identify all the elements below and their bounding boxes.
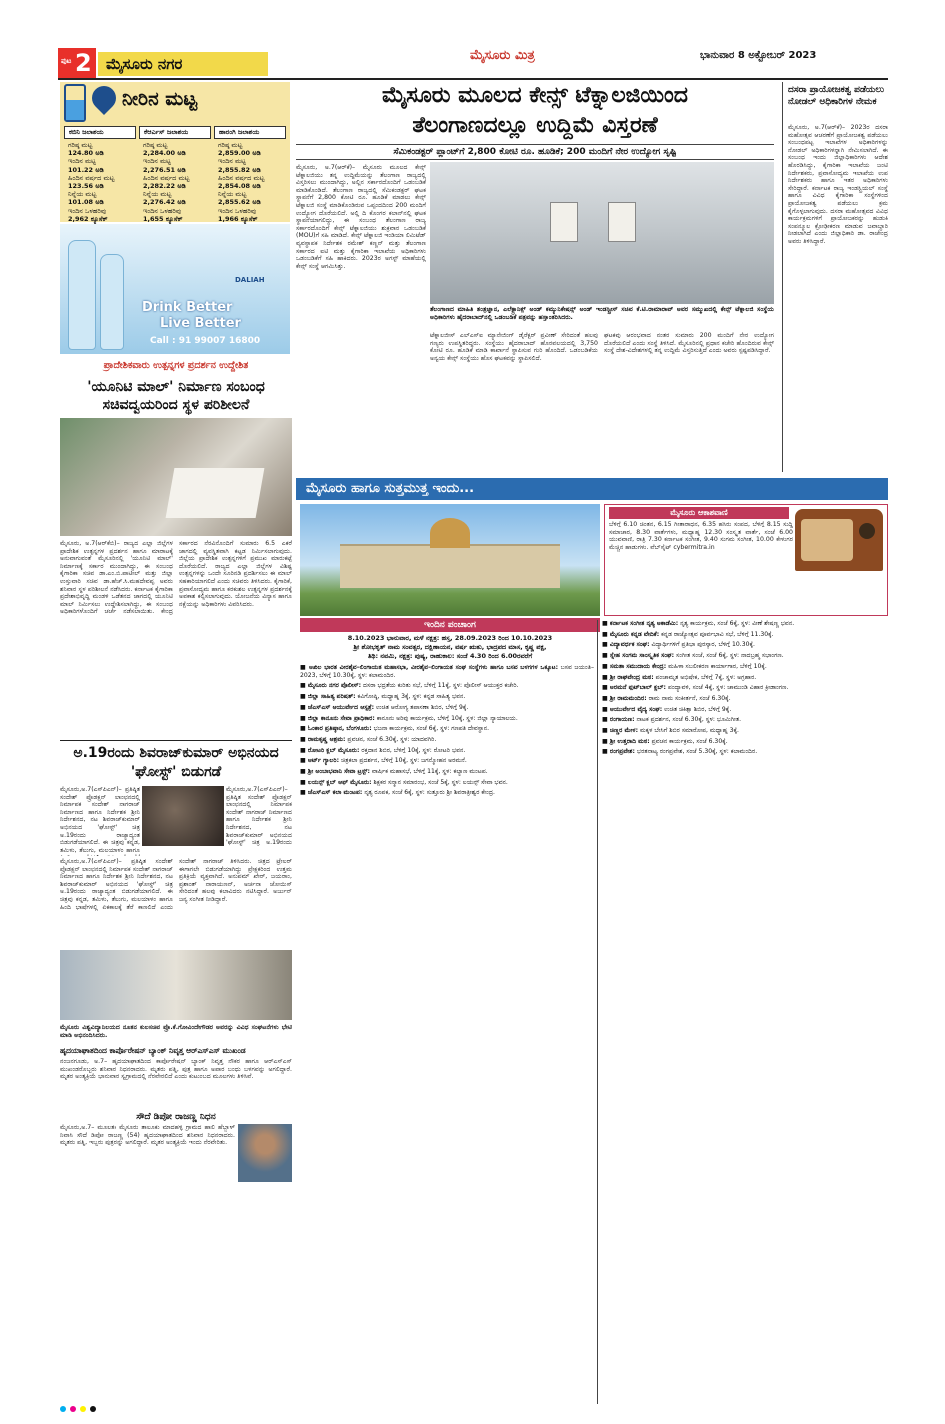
event-item	[602, 727, 888, 735]
story1-kicker: ಪ್ರಾದೇಶಿಕವಾರು ಉತ್ಪನ್ನಗಳ ಪ್ರದರ್ಶನ ಉದ್ದೇಶಿತ	[103, 360, 249, 371]
dam-row-value: 101.22 ಅಡಿ	[68, 165, 104, 174]
dam-row-label: ಗರಿಷ್ಠ ಮಟ್ಟ	[218, 141, 243, 149]
dam-row-label: ನಿನ್ನೆಯ ಮಟ್ಟ	[143, 190, 172, 199]
event-item	[300, 715, 594, 723]
event-details: ಚಿತ್ರಕಲಾ ಪ್ರದರ್ಶನ, ಬೆಳಿಗ್ಗೆ 10ಕ್ಕೆ, ಸ್ಥಳ: ಜಗನ್ಮೋಹನ ಅರಮನೆ.	[340, 757, 467, 765]
radio-body: ಬೆಳಿಗ್ಗೆ 6.10 ಚಿಂತನ, 6.15 ಗೀತಾರಾಧನ, 6.35 ಹಸಿರು ಸಂಪದ, ಬೆಳಿಗ್ಗೆ 8.15 ಸುದ್ದಿ ಸಮಾಚಾರ, 8.30 ವಾರ್ತೆಗಳು, ಮಧ್ಯಾಹ್ನ 12.30 ಸಂಸ್ಕೃತ ವಾರ್ತೆ, ಸಂಜೆ 6.00 ಯುವವಾಣಿ, ರಾತ್ರಿ 7.30 ಕರ್ನಾಟಕ ಸಂಗೀತ, 9.40 ಸುಗಮ ಸಂಗೀತ, 10.00 ಕೇಳುಗರ ಮೆಚ್ಚಿನ ಹಾಡುಗಳು. ವೆಬ್‌ಸೈಟ್ cybermitra.in	[609, 521, 793, 551]
event-details: ರಕ್ತದಾನ ಶಿಬಿರ, ಬೆಳಿಗ್ಗೆ 10ಕ್ಕೆ, ಸ್ಥಳ: ರೋಟರಿ ಭವನ.	[361, 746, 466, 754]
dam-name: ಕೆಆರ್ಎಸ್ ಜಲಾಶಯ	[139, 126, 211, 139]
event-details: ನೃತ್ಯ ಕಾರ್ಯಕ್ರಮ, ಸಂಜೆ 6ಕ್ಕೆ, ಸ್ಥಳ: ವೀಣೆ ಶೇಷಣ್ಣ ಭವನ.	[680, 620, 795, 627]
issue-date: ಭಾನುವಾರ 8 ಅಕ್ಟೋಬರ್ 2023	[700, 50, 817, 61]
story1-body: ಮೈಸೂರು, ಅ.7(ಆರ್‌ಕೆಬಿ)– ರಾಜ್ಯದ ಎಲ್ಲಾ ಜಿಲ್ಲೆಗಳ ಪ್ರಾದೇಶಿಕ ಉತ್ಪನ್ನಗಳ ಪ್ರದರ್ಶನ ಹಾಗೂ ಮಾರಾಟಕ್ಕೆ ಅನುವಾಗುವಂತೆ ಮೈಸೂರಿನಲ್ಲಿ 'ಯೂನಿಟಿ ಮಾಲ್' ನಿರ್ಮಾಣಕ್ಕೆ ಸರ್ಕಾರ ಮುಂದಾಗಿದ್ದು, ಈ ಸಂಬಂಧ ಕೈಗಾರಿಕಾ ಸಚಿವ ಡಾ.ಎಂ.ಬಿ.ಪಾಟೀಲ್ ಮತ್ತು ಜಿಲ್ಲಾ ಉಸ್ತುವಾರಿ ಸಚಿವ ಡಾ.ಹೆಚ್.ಸಿ.ಮಹದೇವಪ್ಪ ಅವರು ಶನಿವಾರ ಸ್ಥಳ ಪರಿಶೀಲನೆ ನಡೆಸಿದರು. ಕರ್ನಾಟಕ ಕೈಗಾರಿಕಾ ಪ್ರದೇಶಾಭಿವೃದ್ಧಿ ಮಂಡಳಿ ಒಡೆತನದ ಜಾಗದಲ್ಲಿ ಯೂನಿಟಿ ಮಾಲ್ ನಿರ್ಮಿಸಲು ಉದ್ದೇಶಿಸಲಾಗಿದ್ದು, ಈ ಸಂಬಂಧ ಅಧಿಕಾರಿಗಳೊಂದಿಗೆ ಚರ್ಚೆ ನಡೆಸಲಾಯಿತು. ಕೇಂದ್ರ ಸರ್ಕಾರದ ನೆರವಿನೊಂದಿಗೆ ಸುಮಾರು 6.5 ಎಕರೆ ಜಾಗದಲ್ಲಿ ವ್ಯವಸ್ಥಿತವಾಗಿ ಕಟ್ಟಡ ನಿರ್ಮಿಸಲಾಗುವುದು. ಜಿಲ್ಲೆಯ ಪ್ರಾದೇಶಿಕ ಉತ್ಪನ್ನಗಳಿಗೆ ಪ್ರಮುಖ ಮಾರುಕಟ್ಟೆ ದೊರೆಯಲಿದೆ. ರಾಜ್ಯದ ಎಲ್ಲಾ ಜಿಲ್ಲೆಗಳ ವಿಶಿಷ್ಟ ಉತ್ಪನ್ನಗಳನ್ನು ಒಂದೇ ಸೂರಿನಡಿ ಪ್ರದರ್ಶಿಸಲು ಈ ಮಾಲ್ ಸಹಕಾರಿಯಾಗಲಿದೆ ಎಂದು ಸಚಿವರು ತಿಳಿಸಿದರು. ಕೈಗಾರಿಕೆ, ಪ್ರವಾಸೋದ್ಯಮ ಹಾಗೂ ಕರಕುಶಲ ಉತ್ಪನ್ನಗಳ ಪ್ರದರ್ಶನಕ್ಕೆ ಅವಕಾಶ ಕಲ್ಪಿಸಲಾಗುವುದು. ಯೋಜನೆಯ ವಿನ್ಯಾಸ ಹಾಗೂ ನಕ್ಷೆಯನ್ನು ಅಧಿಕಾರಿಗಳು ವಿವರಿಸಿದರು.	[60, 540, 292, 616]
event-details: ಪಂದ್ಯಾವಳಿ, ಸಂಜೆ 4ಕ್ಕೆ, ಸ್ಥಳ: ಚಾಮುಂಡಿ ವಿಹಾರ ಕ್ರೀಡಾಂಗಣ.	[667, 684, 789, 692]
event-details: ಪಂಚಾಮೃತ ಅಭಿಷೇಕ, ಬೆಳಿಗ್ಗೆ 7ಕ್ಕೆ, ಸ್ಥಳ: ಅಗ್ರಹಾರ.	[655, 673, 757, 681]
lead-subhead: ಸೆಮಿಕಂಡಕ್ಟರ್ ಪ್ಲಾಂಟ್‌ಗೆ 2,800 ಕೋಟಿ ರೂ. ಹೂಡಿಕೆ; 200 ಮಂದಿಗೆ ನೇರ ಉದ್ಯೋಗ ಸೃಷ್ಟಿ	[296, 144, 774, 160]
dam-row-label: ಹಿಂದಿನ ವರ್ಷದ ಮಟ್ಟ	[143, 173, 190, 182]
print-registration-bar	[60, 1404, 890, 1414]
event-organizer: ■ ಜೆಎಸ್ಎಸ್ ಕಲಾ ಮಂಟಪ:	[300, 789, 363, 797]
dam-row-value: 123.56 ಅಡಿ	[68, 182, 104, 191]
radio-box	[604, 504, 888, 616]
movie-still-photo	[142, 786, 224, 846]
side-title: ದಸರಾ ಪ್ರಾಯೋಜಕತ್ವ ಪಡೆಯಲು ನೋಡಲ್ ಅಧಿಕಾರಿಗಳ ನೇಮಕ	[788, 85, 885, 107]
lead-col1: ಮೈಸೂರು, ಅ.7(ಆರ್‌ಕೆ)– ಮೈಸೂರು ಮೂಲದ ಕೇನ್ಸ್ ಟೆಕ್ನಾಲಜಿಯು ತನ್ನ ಉದ್ದಿಮೆಯನ್ನು ತೆಲಂಗಾಣ ರಾಜ್ಯದಲ್ಲಿ ವಿಸ್ತರಿಸಲು ಮುಂದಾಗಿದ್ದು, ಅಲ್ಲಿನ ಸರ್ಕಾರದೊಂದಿಗೆ ಒಡಂಬಡಿಕೆ ಮಾಡಿಕೊಂಡಿದೆ. ತೆಲಂಗಾಣ ರಾಜ್ಯದಲ್ಲಿ ಸೆಮಿಕಂಡಕ್ಟರ್ ಘಟಕ ಸ್ಥಾಪನೆಗೆ 2,800 ಕೋಟಿ ರೂ. ಹೂಡಿಕೆ ಮಾಡಲು ಕೇನ್ಸ್ ಟೆಕ್ನಾಲಜಿ ಸಂಸ್ಥೆ ಮಾಡಿಕೊಂಡಿರುವ ಒಪ್ಪಂದದಿಂದ 200 ಮಂದಿಗೆ ಉದ್ಯೋಗ ದೊರೆಯಲಿದೆ. ಅಲ್ಲಿ ದಿ ಕೊಂಗರ ಕಲಾನ್‌ನಲ್ಲಿ ಘಟಕ ಸ್ಥಾಪನೆಯಾಗಲಿದ್ದು, ಈ ಸಂಬಂಧ ತೆಲಂಗಾಣ ರಾಜ್ಯ ಸರ್ಕಾರದೊಂದಿಗೆ ಕೇನ್ಸ್ ಟೆಕ್ನಾಲಜಿಯು ಶುಕ್ರವಾರ ಒಡಂಬಡಿಕೆ (MOU)ಗೆ ಸಹಿ ಮಾಡಿದೆ. ಕೇನ್ಸ್ ಟೆಕ್ನಾಲಜಿ ಇಂಡಿಯಾ ಲಿಮಿಟೆಡ್ ವ್ಯವಸ್ಥಾಪಕ ನಿರ್ದೇಶಕ ರಮೇಶ್ ಕಣ್ಣನ್ ಮತ್ತು ತೆಲಂಗಾಣ ಸರ್ಕಾರದ ಐಟಿ ಮತ್ತು ಕೈಗಾರಿಕಾ ಇಲಾಖೆಯ ಅಧಿಕಾರಿಗಳು ಒಡಂಬಡಿಕೆಗೆ ಸಹಿ ಹಾಕಿದರು. 2023ರ ಅಗಸ್ಟ್ ಮಾಹೆಯಲ್ಲಿ ಕೇನ್ಸ್ ಸಂಸ್ಥೆ ಆಗಮಿಸಿತ್ತು.	[296, 164, 426, 270]
event-details: ಉಚಿತ ಆರೋಗ್ಯ ತಪಾಸಣಾ ಶಿಬಿರ, ಬೆಳಿಗ್ಗೆ 9ಕ್ಕೆ.	[376, 703, 469, 711]
palace-facade	[340, 544, 560, 588]
story2-body: ಮೈಸೂರು,ಅ.7(ಎಸ್‌ಪಿಎನ್)– ಪ್ರತಿಷ್ಠಿತ ಸಂದೇಶ್ ಪ್ರೊಡಕ್ಷನ್ ಲಾಂಛನದಲ್ಲಿ ನಿರ್ಮಾಪಕ ಸಂದೇಶ್ ನಾಗರಾಜ್ ನಿರ್ಮಾಣದ ಹಾಗೂ ನಿರ್ದೇಶಕ ಶ್ರೀನಿ ನಿರ್ದೇಶನದ, ನಟ ಶಿವರಾಜ್‌ಕುಮಾರ್ ಅಭಿನಯದ 'ಘೋಸ್ಟ್' ಚಿತ್ರ ಅ.19ರಂದು ರಾಜ್ಯಾದ್ಯಂತ ಬಿಡುಗಡೆಯಾಗಲಿದೆ. ಈ ಚಿತ್ರವು ಕನ್ನಡ, ತಮಿಳು, ತೆಲುಗು, ಮಲಯಾಳಂ ಹಾಗೂ ಹಿಂದಿ ಭಾಷೆಗಳಲ್ಲಿ ಏಕಕಾಲಕ್ಕೆ ತೆರೆ ಕಾಣಲಿದೆ ಎಂದು ಸಂದೇಶ್ ನಾಗರಾಜ್ ತಿಳಿಸಿದರು. ಚಿತ್ರದ ಟ್ರೇಲರ್ ಈಗಾಗಲೇ ಬಿಡುಗಡೆಯಾಗಿದ್ದು ಪ್ರೇಕ್ಷಕರಿಂದ ಉತ್ತಮ ಪ್ರತಿಕ್ರಿಯೆ ವ್ಯಕ್ತವಾಗಿದೆ. ಅನುಪಮ್ ಖೇರ್, ಜಯರಾಂ, ಪ್ರಶಾಂತ್ ನಾರಾಯಣನ್, ಅರ್ಚನಾ ಜೋಯಿಸ್ ಸೇರಿದಂತೆ ಹಲವು ಕಲಾವಿದರು ನಟಿಸಿದ್ದಾರೆ. ಅರ್ಜುನ್ ಜನ್ಯ ಸಂಗೀತ ನೀಡಿದ್ದಾರೆ.	[60, 858, 292, 911]
dam-row-value: 2,282.22 ಅಡಿ	[143, 182, 186, 191]
dam-row-value: 2,855.62 ಅಡಿ	[218, 198, 261, 207]
event-item	[300, 736, 594, 744]
story3-kicker: ಹೃದಯಾಘಾತದಿಂದ ಕಾರ್ಪೊರೇಷನ್ ಬ್ಯಾಂಕ್ ನಿವೃತ್ತ ಆರ್‌ಎಸ್‌ಎಸ್ ಮುಖಂಡ	[60, 1046, 246, 1055]
event-organizer: ■ ಜಿಲ್ಲಾ ಸಾಹಿತ್ಯ ಪರಿಷತ್:	[300, 693, 356, 701]
dam-row-value: 2,276.51 ಅಡಿ	[143, 165, 186, 174]
dam-row-label: ಇಂದಿನ ಮಟ್ಟ	[143, 157, 171, 166]
event-details: ಸಂಗೀತ ಸಂಜೆ, ಸಂಜೆ 6ಕ್ಕೆ, ಸ್ಥಳ: ನಾದಬ್ರಹ್ಮ ಸಭಾಂಗಣ.	[675, 652, 784, 660]
event-organizer: ■ ಶ್ರೀ ಅಂಬಾಭವಾನಿ ಸೇವಾ ಟ್ರಸ್ಟ್:	[300, 768, 370, 776]
event-details: ಬಸವ ಜಯಂತಿ–2023, ಬೆಳಿಗ್ಗೆ 10.30ಕ್ಕೆ, ಸ್ಥಳ: ಕಲಾಮಂದಿರ.	[300, 664, 594, 679]
event-details: ಮಕ್ಕಳ ಬೇಸಿಗೆ ಶಿಬಿರ ಸಮಾರೋಪ, ಮಧ್ಯಾಹ್ನ 3ಕ್ಕೆ.	[639, 727, 739, 735]
event-organizer: ■ ಮೈಸೂರು ನಗರ ಪೊಲೀಸ್:	[300, 682, 362, 690]
dam-row-value: 2,854.08 ಅಡಿ	[218, 182, 261, 191]
event-item	[602, 684, 888, 692]
story3-body: ನಂಜನಗೂಡು, ಅ.7– ಹೃದಯಾಘಾತದಿಂದ ಕಾರ್ಪೊರೇಷನ್ ಬ್ಯಾಂಕ್ ನಿವೃತ್ತ ನೌಕರ ಹಾಗೂ ಆರ್‌ಎಸ್‌ಎಸ್ ಮುಖಂಡರೊಬ್ಬರು ಶನಿವಾರ ನಿಧನರಾದರು. ಮೃತರು ಪತ್ನಿ, ಪುತ್ರ ಹಾಗೂ ಅಪಾರ ಬಂಧು ಬಳಗವನ್ನು ಅಗಲಿದ್ದಾರೆ. ಮೃತರ ಅಂತ್ಯಕ್ರಿಯೆ ಭಾನುವಾರ ಸ್ವಗ್ರಾಮದಲ್ಲಿ ನೆರವೇರಲಿದೆ ಎಂದು ಕುಟುಂಬದ ಮೂಲಗಳು ತಿಳಿಸಿವೆ.	[60, 1058, 292, 1081]
events-list-left	[300, 664, 594, 1404]
section-title: ಮೈಸೂರು ನಗರ	[98, 52, 268, 76]
dam-row-label: ಇಂದಿನ ಒಳಹರಿವು	[143, 206, 182, 215]
lead-photo-caption: ತೆಲಂಗಾಣದ ಮಾಹಿತಿ ತಂತ್ರಜ್ಞಾನ, ಎಲೆಕ್ಟ್ರಾನಿಕ್ಸ್ ಅಂಡ್ ಕಮ್ಯುನಿಕೇಷನ್ಸ್ ಅಂಡ್ ಇಂಡಸ್ಟ್ರೀಸ್ ಸಚಿವ ಕೆ.ಟಿ.ರಾಮಾರಾವ್ ಅವರ ಸಮ್ಮುಖದಲ್ಲಿ ಕೇನ್ಸ್ ಟೆಕ್ನಾಲಜಿ ಸಂಸ್ಥೆಯ ಅಧಿಕಾರಿಗಳು ಹೈದರಾಬಾದ್‌ನಲ್ಲಿ ಒಡಂಬಡಿಕೆ ಪತ್ರವನ್ನು ಹಸ್ತಾಂತರಿಸಿದರು.	[430, 306, 774, 321]
bottle-image	[68, 240, 96, 350]
dam-row-label: ಗರಿಷ್ಠ ಮಟ್ಟ	[143, 141, 168, 149]
event-organizer: ■ ರಂಗಪ್ರವೇಶ:	[602, 748, 635, 756]
radio-icon	[795, 509, 883, 571]
column-divider	[782, 82, 783, 472]
dam-name: ಹಾರಂಗಿ ಜಲಾಶಯ	[214, 126, 286, 139]
event-item	[300, 682, 594, 690]
certificate-image	[608, 202, 636, 242]
event-item	[602, 716, 888, 724]
event-item	[300, 757, 594, 765]
event-item	[300, 725, 594, 733]
obituary-title: ಸೌದೆ ಡಿಪೋ ರಾಜಣ್ಣ ನಿಧನ	[136, 1112, 216, 1122]
masthead: ಮೈಸೂರು ಮಿತ್ರ	[470, 48, 535, 63]
certificate-image	[550, 202, 578, 242]
event-organizer: ■ ಕರ್ನಾಟಕ ಸಂಗೀತ ನೃತ್ಯ ಅಕಾಡೆಮಿ:	[602, 620, 679, 627]
event-item	[300, 704, 594, 712]
dam-row-value: 2,284.00 ಅಡಿ	[143, 149, 186, 158]
dam-row-label: ಇಂದಿನ ಮಟ್ಟ	[68, 157, 96, 166]
panchanga-line: ಶ್ರೀ ಶೋಭಕೃತ್ ನಾಮ ಸಂವತ್ಸರ, ದಕ್ಷಿಣಾಯನ, ವರ್ಷ ಋತು, ಭಾದ್ರಪದ ಮಾಸ, ಕೃಷ್ಣ ಪಕ್ಷ,	[353, 643, 547, 651]
water-title: ನೀರಿನ ಮಟ್ಟ	[122, 88, 198, 110]
event-organizer: ■ ಅಖಿಲ ಭಾರತ ವೀರಶೈವ–ಲಿಂಗಾಯತ ಮಹಾಸಭಾ, ವೀರಶೈವ–ಲಿಂಗಾಯತ ಸಂಘ ಸಂಸ್ಥೆಗಳು ಹಾಗೂ ಬಸವ ಬಳಗಗಳ ಒಕ್ಕೂಟ:	[300, 664, 559, 671]
event-organizer: ■ ಓಂಕಾರ ಪ್ರತಿಷ್ಠಾನ, ಬೆಂಗಳೂರು:	[300, 725, 372, 733]
panchanga-box	[300, 634, 600, 661]
event-organizer: ■ ಆಯುರ್ವೇದ ವೈದ್ಯ ಸಂಘ:	[602, 705, 663, 713]
divider	[60, 740, 292, 741]
event-details: ಕಾನೂನು ಅರಿವು ಕಾರ್ಯಕ್ರಮ, ಬೆಳಿಗ್ಗೆ 10ಕ್ಕೆ, ಸ್ಥಳ: ಜಿಲ್ಲಾ ನ್ಯಾಯಾಲಯ.	[376, 714, 518, 722]
radio-title: ಮೈಸೂರು ಆಕಾಶವಾಣಿ	[609, 507, 789, 519]
event-item	[602, 663, 888, 671]
event-organizer: ■ ಶ್ರೀ ರಾಮಮಂದಿರ:	[602, 694, 647, 702]
event-organizer: ■ ರಂಗಾಯಣ:	[602, 716, 635, 724]
event-organizer: ■ ಜೆಎಸ್ಎಸ್ ಆಯುರ್ವೇದ ಆಸ್ಪತ್ರೆ:	[300, 703, 375, 711]
event-item	[602, 748, 888, 756]
page-number-badge	[58, 48, 96, 78]
event-details: ವಾರ್ಷಿಕ ಮಹಾಸಭೆ, ಬೆಳಿಗ್ಗೆ 11ಕ್ಕೆ, ಸ್ಥಳ: ಕಲ್ಯಾಣ ಮಂಟಪ.	[371, 768, 488, 776]
story3-caption: ಮೈಸೂರು ವಿಶ್ವವಿದ್ಯಾನಿಲಯದ ನೂತನ ಕುಲಸಚಿವ ಪ್ರೊ.ಕೆ.ಗೋವಿಂದೇಗೌಡರ ಅವರನ್ನು ವಿವಿಧ ಸಂಘಟನೆಗಳು ಭೇಟಿ ಮಾಡಿ ಅಭಿನಂದಿಸಿದರು.	[60, 1024, 292, 1039]
ad-tagline-2: Live Better	[160, 316, 241, 331]
story2-body-top: ಮೈಸೂರು,ಅ.7(ಎಸ್‌ಪಿಎನ್)– ಪ್ರತಿಷ್ಠಿತ ಸಂದೇಶ್ ಪ್ರೊಡಕ್ಷನ್ ಲಾಂಛನದಲ್ಲಿ ನಿರ್ಮಾಪಕ ಸಂದೇಶ್ ನಾಗರಾಜ್ ನಿರ್ಮಾಣದ ಹಾಗೂ ನಿರ್ದೇಶಕ ಶ್ರೀನಿ ನಿರ್ದೇಶನದ, ನಟ ಶಿವರಾಜ್‌ಕುಮಾರ್ ಅಭಿನಯದ 'ಘೋಸ್ಟ್' ಚಿತ್ರ ಅ.19ರಂದು ರಾಜ್ಯಾದ್ಯಂತ ಬಿಡುಗಡೆಯಾಗಲಿದೆ. ಈ ಚಿತ್ರವು ಕನ್ನಡ, ತಮಿಳು, ತೆಲುಗು, ಮಲಯಾಳಂ ಹಾಗೂ	[60, 786, 140, 854]
event-details: ಕನ್ನಡ ರಾಜ್ಯೋತ್ಸವ ಪೂರ್ವಭಾವಿ ಸಭೆ, ಬೆಳಿಗ್ಗೆ 11.30ಕ್ಕೆ.	[661, 630, 774, 638]
today-banner: ಮೈಸೂರು ಹಾಗೂ ಸುತ್ತಮುತ್ತ ಇಂದು...	[296, 478, 888, 500]
dam-row-value: 2,859.00 ಅಡಿ	[218, 149, 261, 158]
palace-dome	[430, 518, 470, 548]
event-item	[602, 695, 888, 703]
event-details: ವಿದ್ಯಾರ್ಥಿಗಳಿಗೆ ಪ್ರತಿಭಾ ಪುರಸ್ಕಾರ, ಬೆಳಿಗ್ಗೆ 10.30ಕ್ಕೆ.	[651, 641, 755, 649]
lead-headline-line2: ತೆಲಂಗಾಣದಲ್ಲೂ ಉದ್ದಿಮೆ ವಿಸ್ತರಣೆ	[412, 113, 658, 138]
panchanga-line: ತಿಥಿ: ನವಮಿ, ನಕ್ಷತ್ರ: ಪುಷ್ಯ, ರಾಹುಕಾಲ: ಸಂಜೆ 4.30 ರಿಂದ 6.00ರವರೆಗೆ	[367, 652, 533, 660]
event-details: ಮಹಿಳಾ ಸಬಲೀಕರಣ ಕಾರ್ಯಾಗಾರ, ಬೆಳಿಗ್ಗೆ 10ಕ್ಕೆ.	[668, 662, 767, 670]
event-organizer: ■ ಅರಮನೆ ಫುಟ್‌ಬಾಲ್ ಕ್ಲಬ್:	[602, 684, 666, 692]
ad-brand: DALIAH	[235, 276, 265, 284]
panchanga-line: 8.10.2023 ಭಾನುವಾರ, ಮಳೆ ನಕ್ಷತ್ರ: ಹಸ್ತ, 28.09.2023 ರಿಂದ 10.10.2023	[347, 634, 553, 642]
water-bottle-ad	[60, 224, 290, 354]
header-divider	[58, 78, 888, 80]
dam-name: ಕಬಿನಿ ಜಲಾಶಯ	[64, 126, 136, 139]
dam-row-value: 124.80 ಅಡಿ	[68, 149, 104, 158]
event-item	[300, 779, 594, 787]
water-gauge-icon	[64, 84, 86, 122]
event-details: ನೃತ್ಯ ರೂಪಕ, ಸಂಜೆ 6ಕ್ಕೆ, ಸ್ಥಳ: ಸುತ್ತೂರು ಶ್ರೀ ಶಿವರಾತ್ರೀಶ್ವರ ಕೇಂದ್ರ.	[364, 789, 495, 797]
event-organizer: ■ ಶ್ರೀ ರಾಘವೇಂದ್ರ ಮಠ:	[602, 673, 654, 681]
event-item	[300, 789, 594, 797]
side-body: ಮೈಸೂರು, ಅ.7(ಆರ್‌ಕೆ)– 2023ರ ದಸರಾ ಮಹೋತ್ಸವ ಆಚರಣೆಗೆ ಪ್ರಾಯೋಜಕತ್ವ ಪಡೆಯಲು ಸಂಬಂಧಪಟ್ಟ ಇಲಾಖೆಗಳ ಅಧಿಕಾರಿಗಳನ್ನು ನೋಡಲ್ ಅಧಿಕಾರಿಗಳನ್ನಾಗಿ ನೇಮಿಸಲಾಗಿದೆ. ಈ ಸಂಬಂಧ ಇಂದು ಜಿಲ್ಲಾಧಿಕಾರಿಗಳು ಆದೇಶ ಹೊರಡಿಸಿದ್ದು, ಕೈಗಾರಿಕಾ ಇಲಾಖೆಯ ಜಂಟಿ ನಿರ್ದೇಶಕರು, ಪ್ರವಾಸೋದ್ಯಮ ಇಲಾಖೆಯ ಉಪ ನಿರ್ದೇಶಕರು ಹಾಗೂ ಇತರ ಅಧಿಕಾರಿಗಳು ಸೇರಿದ್ದಾರೆ. ಕರ್ನಾಟಕ ರಾಜ್ಯ ಇಂಡಸ್ಟ್ರಿಯಲ್ ಸಂಸ್ಥೆ ಹಾಗೂ ವಿವಿಧ ಕೈಗಾರಿಕಾ ಸಂಸ್ಥೆಗಳಿಂದ ಪ್ರಾಯೋಜಕತ್ವ ಪಡೆಯಲು ಕ್ರಮ ಕೈಗೊಳ್ಳಲಾಗುವುದು. ದಸರಾ ಮಹೋತ್ಸವದ ವಿವಿಧ ಕಾರ್ಯಕ್ರಮಗಳಿಗೆ ಪ್ರಾಯೋಜಕರನ್ನು ಹುಡುಕಿ ಸಂಪನ್ಮೂಲ ಕ್ರೋಢೀಕರಣ ಮಾಡುವ ಜವಾಬ್ದಾರಿ ನೀಡಲಾಗಿದೆ ಎಂದು ಜಿಲ್ಲಾಧಿಕಾರಿ ಡಾ. ರಾಜೇಂದ್ರ ಅವರು ತಿಳಿಸಿದ್ದಾರೆ.	[788, 124, 888, 245]
felicitation-photo	[60, 950, 292, 1020]
dam-row-value: 1,966 ಕ್ಯೂಸೆಕ್	[218, 214, 258, 223]
event-details: ದಸರಾ ಭದ್ರತೆಯ ಕುರಿತು ಸಭೆ, ಬೆಳಿಗ್ಗೆ 11ಕ್ಕೆ, ಸ್ಥಳ: ಪೊಲೀಸ್ ಆಯುಕ್ತರ ಕಚೇರಿ.	[363, 682, 519, 690]
event-item	[602, 738, 888, 746]
event-item	[602, 706, 888, 714]
event-item	[602, 674, 888, 682]
event-organizer: ■ ಜಿಲ್ಲಾ ಕಾನೂನು ಸೇವಾ ಪ್ರಾಧಿಕಾರ:	[300, 714, 375, 722]
site-inspection-photo	[60, 418, 292, 536]
event-details: ಪ್ರವಚನ ಕಾರ್ಯಕ್ರಮ, ಸಂಜೆ 6.30ಕ್ಕೆ.	[651, 737, 728, 745]
event-details: ರಾಮ ನಾಮ ಸಂಕೀರ್ತನೆ, ಸಂಜೆ 6.30ಕ್ಕೆ.	[648, 694, 731, 702]
lead-headline-line1: ಮೈಸೂರು ಮೂಲದ ಕೇನ್ಸ್ ಟೆಕ್ನಾಲಜಿಯಿಂದ	[382, 83, 688, 108]
story2-headline: ಅ.19ರಂದು ಶಿವರಾಜ್‌ಕುಮಾರ್ ಅಭಿನಯದ 'ಘೋಸ್ಟ್' ಬಿಡುಗಡೆ	[73, 745, 279, 780]
event-organizer: ■ ರೋಟರಿ ಕ್ಲಬ್ ಮೈಸೂರು:	[300, 746, 360, 754]
bottle-image	[100, 254, 124, 350]
column-divider	[597, 620, 598, 1404]
obituary-photo	[238, 1124, 292, 1182]
event-item	[300, 693, 594, 701]
event-organizer: ■ ವಿದ್ಯಾವರ್ಧಕ ಸಂಘ:	[602, 641, 650, 649]
ad-tagline-1: Drink Better	[142, 300, 233, 315]
event-organizer: ■ ರಾಮಕೃಷ್ಣ ಆಶ್ರಮ:	[300, 735, 346, 743]
event-organizer: ■ ಮೈಸೂರು ಕನ್ನಡ ವೇದಿಕೆ:	[602, 630, 660, 638]
event-details: ನಾಟಕ ಪ್ರದರ್ಶನ, ಸಂಜೆ 6.30ಕ್ಕೆ, ಸ್ಥಳ: ಭೂಮಿಗೀತ.	[636, 716, 742, 724]
water-level-box	[60, 82, 290, 222]
panchanga-title: ಇಂದಿನ ಪಂಚಾಂಗ	[300, 618, 600, 632]
event-item	[300, 664, 594, 679]
event-item	[300, 747, 594, 755]
lead-col2: ಟೆಕ್ನಾಲಜೀಸ್ ಎಲ್‌ಎಸ್‌ಐ ಮ್ಯಾನೇಜಿಂಗ್ ಡೈರೆಕ್ಟರ್ ಪ್ರವೀಣ್ ಸೇರಿದಂತೆ ಹಲವು ಗಣ್ಯರು ಉಪಸ್ಥಿತರಿದ್ದರು. ಸಂಸ್ಥೆಯು ಹೈದರಾಬಾದ್ ಹೊರವಲಯದಲ್ಲಿ 3,750 ಕೋಟಿ ರೂ. ಹೂಡಿಕೆ ಮಾಡಿ ಕಾರ್ಖಾನೆ ಸ್ಥಾಪಿಸುವ ಗುರಿ ಹೊಂದಿದೆ. ಒಡಂಬಡಿಕೆಯ ಅನ್ವಯ ಕೇನ್ಸ್ ಸಂಸ್ಥೆಯು ಹೊಸ ಘಟಕವನ್ನು ಸ್ಥಾಪಿಸಲಿದೆ.	[430, 332, 598, 362]
dam-row-label: ಹಿಂದಿನ ವರ್ಷದ ಮಟ್ಟ	[218, 173, 265, 182]
event-organizer: ■ ಸಮತಾ ಸಮುದಾಯ ಕೇಂದ್ರ:	[602, 662, 667, 670]
dam-row-label: ನಿನ್ನೆಯ ಮಟ್ಟ	[68, 190, 97, 199]
map-sheet-image	[166, 468, 265, 518]
page-number: 2	[75, 49, 92, 77]
dam-row-label: ಇಂದಿನ ಮಟ್ಟ	[218, 157, 246, 166]
mou-signing-photo	[430, 162, 774, 304]
dam-row-value: 1,655 ಕ್ಯೂಸೆಕ್	[143, 214, 183, 223]
event-item	[602, 641, 888, 649]
event-item	[300, 768, 594, 776]
event-details: ಭರತನಾಟ್ಯ ರಂಗಪ್ರವೇಶ, ಸಂಜೆ 5.30ಕ್ಕೆ, ಸ್ಥಳ: ಕಲಾಮಂದಿರ.	[636, 748, 758, 756]
story1-headline: 'ಯೂನಿಟಿ ಮಾಲ್' ನಿರ್ಮಾಣ ಸಂಬಂಧ ಸಚಿವದ್ವಯರಿಂದ ಸ್ಥಳ ಪರಿಶೀಲನೆ	[87, 379, 265, 413]
dam-row-value: 2,276.42 ಅಡಿ	[143, 198, 186, 207]
dam-row-label: ಇಂದಿನ ಒಳಹರಿವು	[68, 206, 107, 215]
palace-photo	[300, 504, 600, 616]
event-organizer: ■ ಆರ್ಟ್ ಗ್ಯಾಲರಿ:	[300, 757, 340, 765]
dam-row-label: ನಿನ್ನೆಯ ಮಟ್ಟ	[218, 190, 247, 199]
event-organizer: ■ ಶ್ರೀ ಉತ್ತರಾದಿ ಮಠ:	[602, 737, 650, 745]
dam-row-value: 2,855.82 ಅಡಿ	[218, 165, 261, 174]
event-organizer: ■ ಸ್ನೇಹ ಸಂಗಮ ಸಾಂಸ್ಕೃತಿಕ ಸಂಘ:	[602, 652, 675, 660]
dam-row-value: 101.08 ಅಡಿ	[68, 198, 104, 207]
ad-phone: Call : 91 99007 16800	[150, 336, 261, 346]
dam-row-label: ಗರಿಷ್ಠ ಮಟ್ಟ	[68, 141, 93, 149]
event-item	[602, 652, 888, 660]
dam-row-label: ಹಿಂದಿನ ವರ್ಷದ ಮಟ್ಟ	[68, 173, 115, 182]
event-item	[602, 631, 888, 639]
dam-row-label: ಇಂದಿನ ಒಳಹರಿವು	[218, 206, 257, 215]
event-item	[602, 620, 888, 628]
event-details: ಶಿಕ್ಷಕರ ಸನ್ಮಾನ ಸಮಾರಂಭ, ಸಂಜೆ 5ಕ್ಕೆ, ಸ್ಥಳ: ಲಯನ್ಸ್ ಸೇವಾ ಭವನ.	[373, 778, 508, 786]
lead-col3: ಘಟಕವು ಆರಂಭವಾದ ನಂತರ ಸುಮಾರು 200 ಮಂದಿಗೆ ನೇರ ಉದ್ಯೋಗ ದೊರೆಯಲಿದೆ ಎಂದು ಸಂಸ್ಥೆ ತಿಳಿಸಿದೆ. ಮೈಸೂರಿನಲ್ಲಿ ಪ್ರಧಾನ ಕಚೇರಿ ಹೊಂದಿರುವ ಕೇನ್ಸ್ ಸಂಸ್ಥೆ ದೇಶ-ವಿದೇಶಗಳಲ್ಲಿ ತನ್ನ ಉದ್ದಿಮೆ ವಿಸ್ತರಿಸುತ್ತಿದೆ ಎಂದು ಅವರು ಸ್ಪಷ್ಟಪಡಿಸಿದ್ದಾರೆ.	[604, 332, 774, 355]
events-list-right	[602, 620, 888, 1404]
event-details: ಭಜನಾ ಕಾರ್ಯಕ್ರಮ, ಸಂಜೆ 6ಕ್ಕೆ, ಸ್ಥಳ: ಗಣಪತಿ ದೇವಸ್ಥಾನ.	[373, 725, 490, 733]
event-details: ಉಚಿತ ಚಿಕಿತ್ಸಾ ಶಿಬಿರ, ಬೆಳಿಗ್ಗೆ 9ಕ್ಕೆ.	[664, 705, 732, 713]
event-details: ಪ್ರವಚನ, ಸಂಜೆ 6.30ಕ್ಕೆ, ಸ್ಥಳ: ಯಾದವಗಿರಿ.	[347, 735, 437, 743]
water-drop-icon	[87, 81, 121, 115]
page-label: ಪುಟ	[61, 57, 72, 65]
dam-row-value: 2,962 ಕ್ಯೂಸೆಕ್	[68, 214, 108, 223]
story2-body-side: ಮೈಸೂರು,ಅ.7(ಎಸ್‌ಪಿಎನ್)– ಪ್ರತಿಷ್ಠಿತ ಸಂದೇಶ್ ಪ್ರೊಡಕ್ಷನ್ ಲಾಂಛನದಲ್ಲಿ ನಿರ್ಮಾಪಕ ಸಂದೇಶ್ ನಾಗರಾಜ್ ನಿರ್ಮಾಣದ ಹಾಗೂ ನಿರ್ದೇಶಕ ಶ್ರೀನಿ ನಿರ್ದೇಶನದ, ನಟ ಶಿವರಾಜ್‌ಕುಮಾರ್ ಅಭಿನಯದ 'ಘೋಸ್ಟ್' ಚಿತ್ರ ಅ.19ರಂದು	[226, 786, 292, 846]
obituary-body: ಮೈಸೂರು,ಅ.7– ಮೂಲತಃ ಮೈಸೂರು ತಾಲೂಕು ಮಾದಹಳ್ಳಿ ಗ್ರಾಮದ ಹಾಲಿ ಹೆಬ್ಬಾಳ್ ನಿವಾಸಿ ಸೌದೆ ಡಿಪೋ ರಾಜಣ್ಣ (54) ಹೃದಯಾಘಾತದಿಂದ ಶನಿವಾರ ನಿಧನರಾದರು. ಮೃತರು ಪತ್ನಿ, ಇಬ್ಬರು ಪುತ್ರರನ್ನು ಅಗಲಿದ್ದಾರೆ. ಮೃತರ ಅಂತ್ಯಕ್ರಿಯೆ ಇಂದು ನೆರವೇರಿತು.	[60, 1124, 235, 1147]
event-organizer: ■ ಚಿಣ್ಣರ ಮೇಳ:	[602, 727, 639, 735]
event-organizer: ■ ಲಯನ್ಸ್ ಕ್ಲಬ್ ಆಫ್ ಮೈಸೂರು:	[300, 778, 372, 786]
event-details: ಕವಿಗೋಷ್ಠಿ, ಮಧ್ಯಾಹ್ನ 3ಕ್ಕೆ, ಸ್ಥಳ: ಕನ್ನಡ ಸಾಹಿತ್ಯ ಭವನ.	[357, 693, 466, 701]
dam-table	[64, 126, 286, 223]
